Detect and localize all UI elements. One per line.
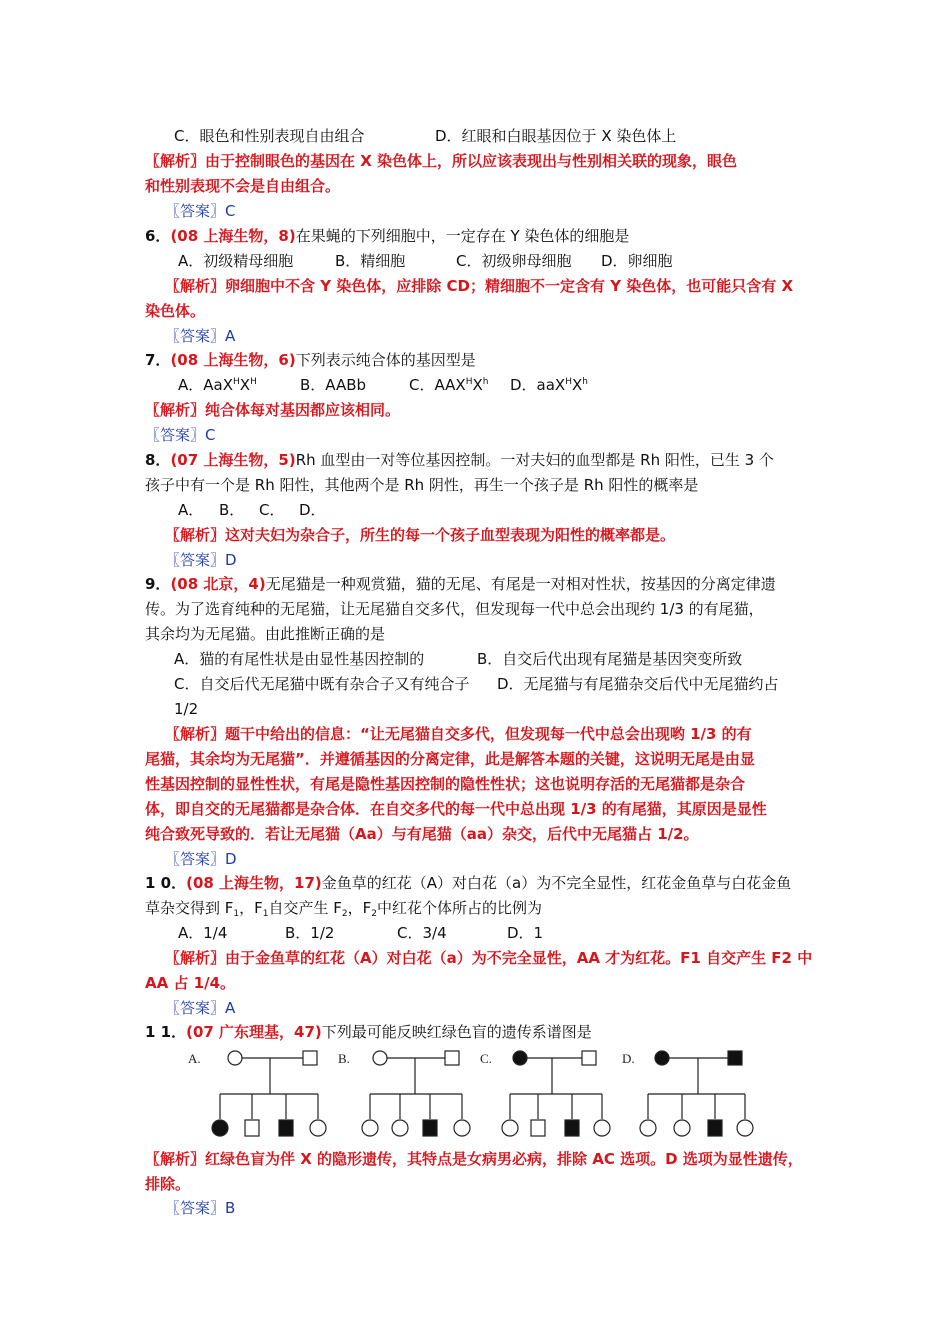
q9-option-d-cont: 1/2 — [174, 700, 199, 718]
q11-stem: 1 1．(07 广东理基，47)下列最可能反映红绿色盲的遗传系谱图是 — [145, 1023, 592, 1041]
q7-answer: 〖答案〗C — [145, 426, 216, 444]
q8-number: 8． — [145, 451, 171, 469]
q11-number: 1 1． — [145, 1023, 187, 1041]
pedigree-b-mother — [373, 1051, 387, 1065]
pedigree-a-daughter-affected — [212, 1120, 228, 1136]
pedigree-label-b: B. — [338, 1051, 350, 1066]
q11-analysis-line1: 〖解析〗红绿色盲为伴 X 的隐形遗传，其特点是女病男必病，排除 AC 选项。D 选项为显性遗传， — [145, 1150, 803, 1168]
q9-analysis-line3: 性基因控制的显性性状，有尾是隐性基因控制的隐性性状；这也说明存活的无尾猫都是杂合 — [145, 775, 746, 793]
q5-option-c: C．眼色和性别表现自由组合 — [174, 127, 365, 145]
q6-option-d: D．卵细胞 — [601, 252, 673, 270]
q8-option-b: B． — [219, 501, 245, 519]
q6-option-a: A．初级精母细胞 — [178, 252, 294, 270]
q6-option-b: B．精细胞 — [335, 252, 406, 270]
q7-stem-text: 下列表示纯合体的基因型是 — [295, 351, 476, 369]
q9-option-c: C．自交后代无尾猫中既有杂合子又有纯合子 — [174, 675, 470, 693]
pedigree-a-son — [245, 1120, 259, 1136]
q9-analysis-line4: 体，即自交的无尾猫都是杂合体．在自交多代的每一代中总出现 1/3 的有尾猫，其原因是显性 — [145, 800, 767, 818]
q9-stem-line3: 其余均为无尾猫。由此推断正确的是 — [145, 625, 386, 643]
q10-option-a: A．1/4 — [178, 924, 228, 942]
pedigree-panel-c — [502, 1051, 610, 1136]
q9-analysis-line1: 〖解析〗题干中给出的信息：“让无尾猫自交多代，但发现每一代中总会出现哟 1/3 的有 — [165, 725, 752, 743]
q11-source: (07 广东理基，47) — [186, 1023, 322, 1041]
pedigree-panel-a — [212, 1051, 326, 1136]
pedigree-c-son — [531, 1120, 545, 1136]
pedigree-d-daughter — [674, 1120, 690, 1136]
q8-option-d: D． — [299, 501, 326, 519]
q6-stem — [145, 225, 629, 247]
q5-analysis-line1: 〖解析〗由于控制眼色的基因在 X 染色体上，所以应该表现出与性别相关联的现象，眼色 — [145, 152, 738, 170]
pedigree-figure — [180, 1044, 780, 1144]
q6-analysis-line2: 染色体。 — [145, 302, 206, 320]
q6-number: 6． — [145, 227, 171, 245]
q7-option-c: C．$AAX^HX^h$ — [409, 376, 489, 394]
pedigree-d-daughter — [640, 1120, 656, 1136]
q9-answer: 〖答案〗D — [165, 850, 237, 868]
q10-analysis-line2: AA 占 1/4。 — [145, 974, 236, 992]
q10-answer: 〖答案〗A — [165, 999, 236, 1017]
pedigree-b-father — [445, 1051, 459, 1065]
q11-answer: 〖答案〗B — [165, 1199, 236, 1217]
pedigree-panel-b — [362, 1051, 470, 1136]
q6-source: (08 上海生物，8) — [170, 227, 296, 245]
q6-option-c: C．初级卵母细胞 — [456, 252, 572, 270]
pedigree-c-father — [582, 1051, 596, 1065]
q7-source: (08 上海生物，6) — [170, 351, 296, 369]
q7-option-a: A．$AaX^HX^H$ — [178, 376, 257, 394]
q8-answer: 〖答案〗D — [165, 551, 237, 569]
pedigree-label-c: C. — [480, 1051, 492, 1066]
pedigree-b-son-affected — [423, 1120, 437, 1136]
pedigree-panel-d — [640, 1051, 753, 1136]
q8-stem-line1: 8．(07 上海生物，5)Rh 血型由一对等位基因控制。一对夫妇的血型都是 Rh 阳性，已生 3 个 — [145, 451, 774, 469]
q9-analysis-line5: 纯合致死导致的．若让无尾猫（Aa）与有尾猫（aa）杂交，后代中无尾猫占 1/2。 — [145, 825, 699, 843]
q9-option-a: A．猫的有尾性状是由显性基因控制的 — [174, 650, 425, 668]
q9-option-b: B．自交后代出现有尾猫是基因突变所致 — [477, 650, 743, 668]
pedigree-d-son-affected — [708, 1120, 722, 1136]
q7-stem — [145, 349, 476, 371]
q5-answer: 〖答案〗C — [165, 202, 236, 220]
q10-source: (08 上海生物，17) — [186, 874, 322, 892]
q10-analysis-line1: 〖解析〗由于金鱼草的红花（A）对白花（a）为不完全显性，AA 才为红花。F1 自交产生 F2 中 — [165, 949, 813, 967]
q5-analysis-line2: 和性别表现不会是自由组合。 — [145, 177, 341, 195]
q8-option-c: C． — [259, 501, 285, 519]
q8-stem-line2: 孩子中有一个是 Rh 阳性，其他两个是 Rh 阴性，再生一个孩子是 Rh 阳性的概率是 — [145, 476, 699, 494]
q9-source: (08 北京，4) — [170, 575, 266, 593]
pedigree-a-daughter — [310, 1120, 326, 1136]
pedigree-a-mother — [228, 1051, 242, 1065]
pedigree-d-mother-affected — [655, 1051, 669, 1065]
pedigree-a-father — [303, 1051, 317, 1065]
q10-stem-line2: 草杂交得到 $F_1$，$F_1$自交产生 $F_2$，$F_2$中红花个体所占的比例为 — [145, 899, 543, 919]
pedigree-b-daughter — [454, 1120, 470, 1136]
pedigree-b-daughter — [392, 1120, 408, 1136]
q9-stem-line2: 传。为了选育纯种的无尾猫，让无尾猫自交多代，但发现每一代中总会出现约 1/3 的有尾猫， — [145, 600, 764, 618]
pedigree-d-father-affected — [728, 1051, 742, 1065]
q7-option-d: D．$aaX^HX^h$ — [510, 376, 588, 394]
pedigree-label-d: D. — [622, 1051, 635, 1066]
q6-answer: 〖答案〗A — [165, 327, 236, 345]
q9-analysis-line2: 尾猫，其余均为无尾猫”．并遵循基因的分离定律，此是解答本题的关键，这说明无尾是由显 — [145, 750, 755, 768]
q10-stem-line1: 1 0．(08 上海生物，17)金鱼草的红花（A）对白花（a）为不完全显性，红花金鱼草与白花金鱼 — [145, 874, 792, 892]
pedigree-c-daughter — [502, 1120, 518, 1136]
pedigree-c-son-affected — [565, 1120, 579, 1136]
q5-option-d: D．红眼和白眼基因位于 X 染色体上 — [435, 127, 677, 145]
q7-option-b: B．AABb — [300, 376, 367, 394]
q9-number: 9． — [145, 575, 171, 593]
pedigree-c-daughter — [594, 1120, 610, 1136]
q8-option-a: A． — [178, 501, 204, 519]
pedigree-a-son-affected — [279, 1120, 293, 1136]
q9-stem-line1: 9．(08 北京，4)无尾猫是一种观赏猫，猫的无尾、有尾是一对相对性状，按基因的分离定律遗 — [145, 575, 776, 593]
q7-number: 7． — [145, 351, 171, 369]
pedigree-b-daughter — [362, 1120, 378, 1136]
q6-stem-text: 在果蝇的下列细胞中，一定存在 Y 染色体的细胞是 — [295, 227, 630, 245]
pedigree-c-mother-affected — [513, 1051, 527, 1065]
q10-option-c: C．3/4 — [397, 924, 447, 942]
q11-analysis-line2: 排除。 — [145, 1175, 191, 1193]
q6-analysis-line1: 〖解析〗卵细胞中不含 Y 染色体，应排除 CD；精细胞不一定含有 Y 染色体，也可能只含有 X — [165, 277, 794, 295]
q9-option-d: D．无尾猫与有尾猫杂交后代中无尾猫约占 — [497, 675, 779, 693]
q7-analysis: 〖解析〗纯合体每对基因都应该相同。 — [145, 401, 401, 419]
q10-option-d: D．1 — [507, 924, 544, 942]
pedigree-d-daughter — [737, 1120, 753, 1136]
pedigree-label-a: A. — [188, 1051, 201, 1066]
q8-source: (07 上海生物，5) — [170, 451, 296, 469]
q10-option-b: B．1/2 — [285, 924, 335, 942]
q8-analysis: 〖解析〗这对夫妇为杂合子，所生的每一个孩子血型表现为阳性的概率都是。 — [165, 526, 676, 544]
q10-number: 1 0． — [145, 874, 187, 892]
